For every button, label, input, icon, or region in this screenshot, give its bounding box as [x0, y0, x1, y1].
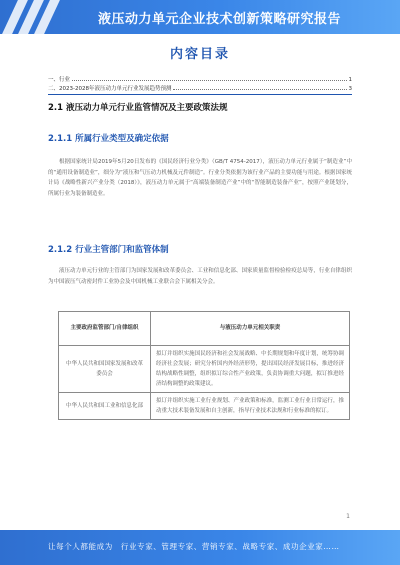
- table-header-row: [59, 312, 350, 346]
- toc-item-page: 3: [348, 86, 352, 92]
- body-paragraph: 液压动力单元行业的主管部门为国家发展和改革委员会、工业和信息化部、国家质量监督检验检疫总局等，行业自律组织为中国液压气动密封件工业协会及中国机械工业联合会下属相关分会。: [48, 268, 352, 285]
- toc-heading: 内容目录: [169, 47, 230, 62]
- body-paragraph: 根据国家统计局2019年5月20日发布的《国民经济行业分类》（GB/T 4754-2017），液压动力单元行业属于“制造业”中的“通用设备制造业”，细分为“液压和气压动力机械及元件制造”。行业分类依据为该行业产品的主要功能与用途。根据国家统计局《战略性新兴产业分类（2018）》，液压动力单元属于“高端装备制造产业”中的“智能制造装备产业”，按照产业链划分，所属行业为装备制造业。: [48, 159, 352, 197]
- table-row: [59, 346, 350, 393]
- subsection-heading: 2.1.1 所属行业类型及确定依据: [48, 134, 169, 144]
- table-of-contents: [48, 74, 352, 92]
- toc-item[interactable]: [48, 83, 352, 92]
- footer-banner: [0, 530, 400, 565]
- toc-leader-dots: [72, 80, 346, 81]
- report-title: 液压动力单元企业技术创新策略研究报告: [98, 12, 342, 27]
- toc-item-text: 二、2023-2028年液压动力单元行业发展趋势预测: [48, 86, 172, 92]
- toc-leader-dots: [173, 89, 346, 90]
- column-header: 主要政府监管部门/自律组织: [59, 312, 151, 346]
- table-row: [59, 393, 350, 420]
- table-cell-resp: 拟订并组织实施工业行业规划、产业政策和标准，监测工业行业日常运行，推动重大技术装备发展和自主创新，指导行业技术法规和行业标准的拟订。: [151, 393, 350, 420]
- subsection-heading: 2.1.2 行业主管部门和监管体制: [48, 245, 169, 255]
- table-cell-dept: 中华人民共和国工业和信息化部: [59, 393, 151, 420]
- toc-item[interactable]: [48, 74, 352, 83]
- page-number: 1: [346, 513, 350, 520]
- regulators-table: [58, 311, 350, 420]
- header-banner: [0, 0, 400, 34]
- table-cell-resp: 拟订并组织实施国民经济和社会发展战略、中长期规划和年度计划，统筹协调经济社会发展；研究分析国内外经济形势，提出国民经济发展目标，推进经济结构战略性调整，组织拟订综合性产业政策，负责协调重大问题，拟订推进经济结构调整的政策建议。: [151, 346, 350, 393]
- footer-slogan: 让每个人都能成为 行业专家、管理专家、营销专家、战略专家、成功企业家……: [48, 542, 340, 551]
- column-header: 与液压动力单元相关职责: [151, 312, 350, 346]
- table-cell-dept: 中华人民共和国国家发展和改革委员会: [59, 346, 151, 393]
- toc-item-page: 1: [348, 77, 352, 83]
- toc-item-text: 一、行业: [48, 77, 71, 83]
- divider: [48, 94, 352, 95]
- section-heading: 2.1 液压动力单元行业监管情况及主要政策法规: [48, 103, 228, 113]
